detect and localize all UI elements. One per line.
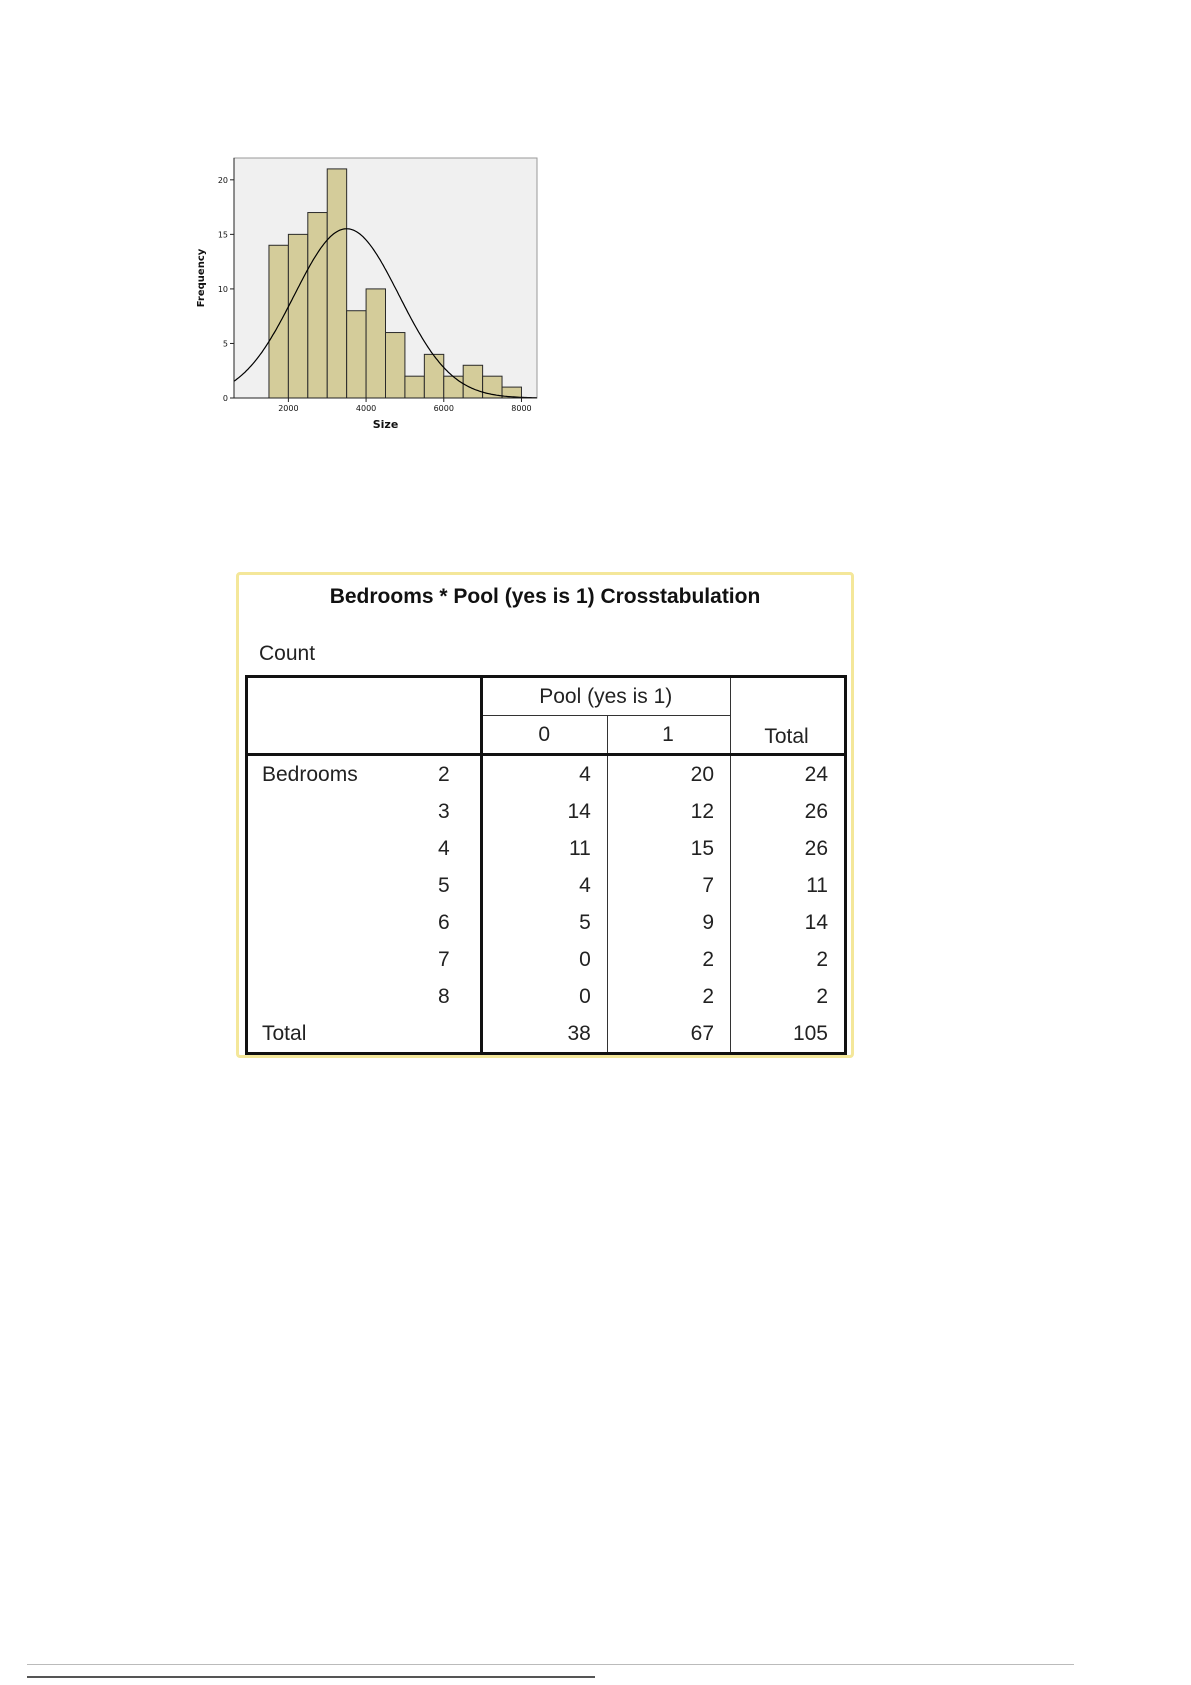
row-category: 3 [438,793,482,830]
corner-cell [247,677,482,755]
cell-value: 12 [607,793,730,830]
histogram-chart [190,148,550,448]
histogram-svg [190,148,550,448]
histogram-bar [444,376,463,398]
table-row [247,941,846,978]
cell-value: 20 [607,755,730,794]
cell-value: 4 [482,867,607,904]
row-var-label: Bedrooms [247,755,439,794]
y-tick-label: 0 [222,394,228,403]
histogram-bar [288,234,307,398]
col-header-0: 0 [482,716,607,755]
table-row [247,978,846,1015]
grand-total: 105 [731,1015,846,1054]
row-category: 7 [438,941,482,978]
row-total: 14 [731,904,846,941]
row-total: 24 [731,755,846,794]
crosstab-table [245,675,847,1055]
x-axis-label: Size [372,418,399,431]
row-category: 4 [438,830,482,867]
crosstab-subtitle: Count [259,642,316,665]
cell-value: 0 [482,978,607,1015]
table-row [247,830,846,867]
histogram-bar [366,289,385,398]
crosstab-title: Bedrooms * Pool (yes is 1) Crosstabulation [329,585,761,608]
footer-rule-short [27,1676,595,1678]
total-col-header: Total [731,677,846,755]
cell-value: 5 [482,904,607,941]
histogram-bar [405,376,424,398]
row-category: 8 [438,978,482,1015]
cell-value: 0 [482,941,607,978]
col-group-header: Pool (yes is 1) [482,677,731,716]
row-total: 2 [731,978,846,1015]
table-row [247,755,846,794]
cell-value: 11 [482,830,607,867]
cell-value: 7 [607,867,730,904]
footer-rule [27,1664,1074,1665]
table-row [247,904,846,941]
histogram-bar [269,245,288,398]
cell-value: 2 [607,978,730,1015]
histogram-bar [308,213,327,398]
x-tick-label: 8000 [511,404,532,413]
x-tick-label: 4000 [355,404,377,413]
cell-value: 9 [607,904,730,941]
col-header-1: 1 [607,716,730,755]
histogram-bar [347,311,366,398]
histogram-bar [463,365,482,398]
table-row [247,867,846,904]
y-tick-label: 15 [217,230,228,240]
y-tick-label: 10 [217,284,228,294]
cell-value: 4 [482,755,607,794]
row-category: 5 [438,867,482,904]
y-axis-label: Frequency [196,248,207,308]
total-row-label: Total [247,1015,482,1054]
crosstab-panel [236,572,854,1058]
y-tick-label: 5 [222,339,228,349]
histogram-bar [327,169,346,398]
cell-value: 15 [607,830,730,867]
histogram-bar [424,354,443,398]
row-category: 6 [438,904,482,941]
row-total: 11 [731,867,846,904]
row-total: 26 [731,830,846,867]
table-row-total [247,1015,846,1054]
cell-value: 2 [607,941,730,978]
row-category: 2 [438,755,482,794]
row-total: 26 [731,793,846,830]
table-row [247,793,846,830]
y-tick-label: 20 [217,175,228,185]
total-cell: 38 [482,1015,607,1054]
histogram-bar [386,333,405,398]
x-tick-label: 6000 [433,404,454,413]
total-cell: 67 [607,1015,730,1054]
row-total: 2 [731,941,846,978]
cell-value: 14 [482,793,607,830]
x-tick-label: 2000 [278,404,299,413]
